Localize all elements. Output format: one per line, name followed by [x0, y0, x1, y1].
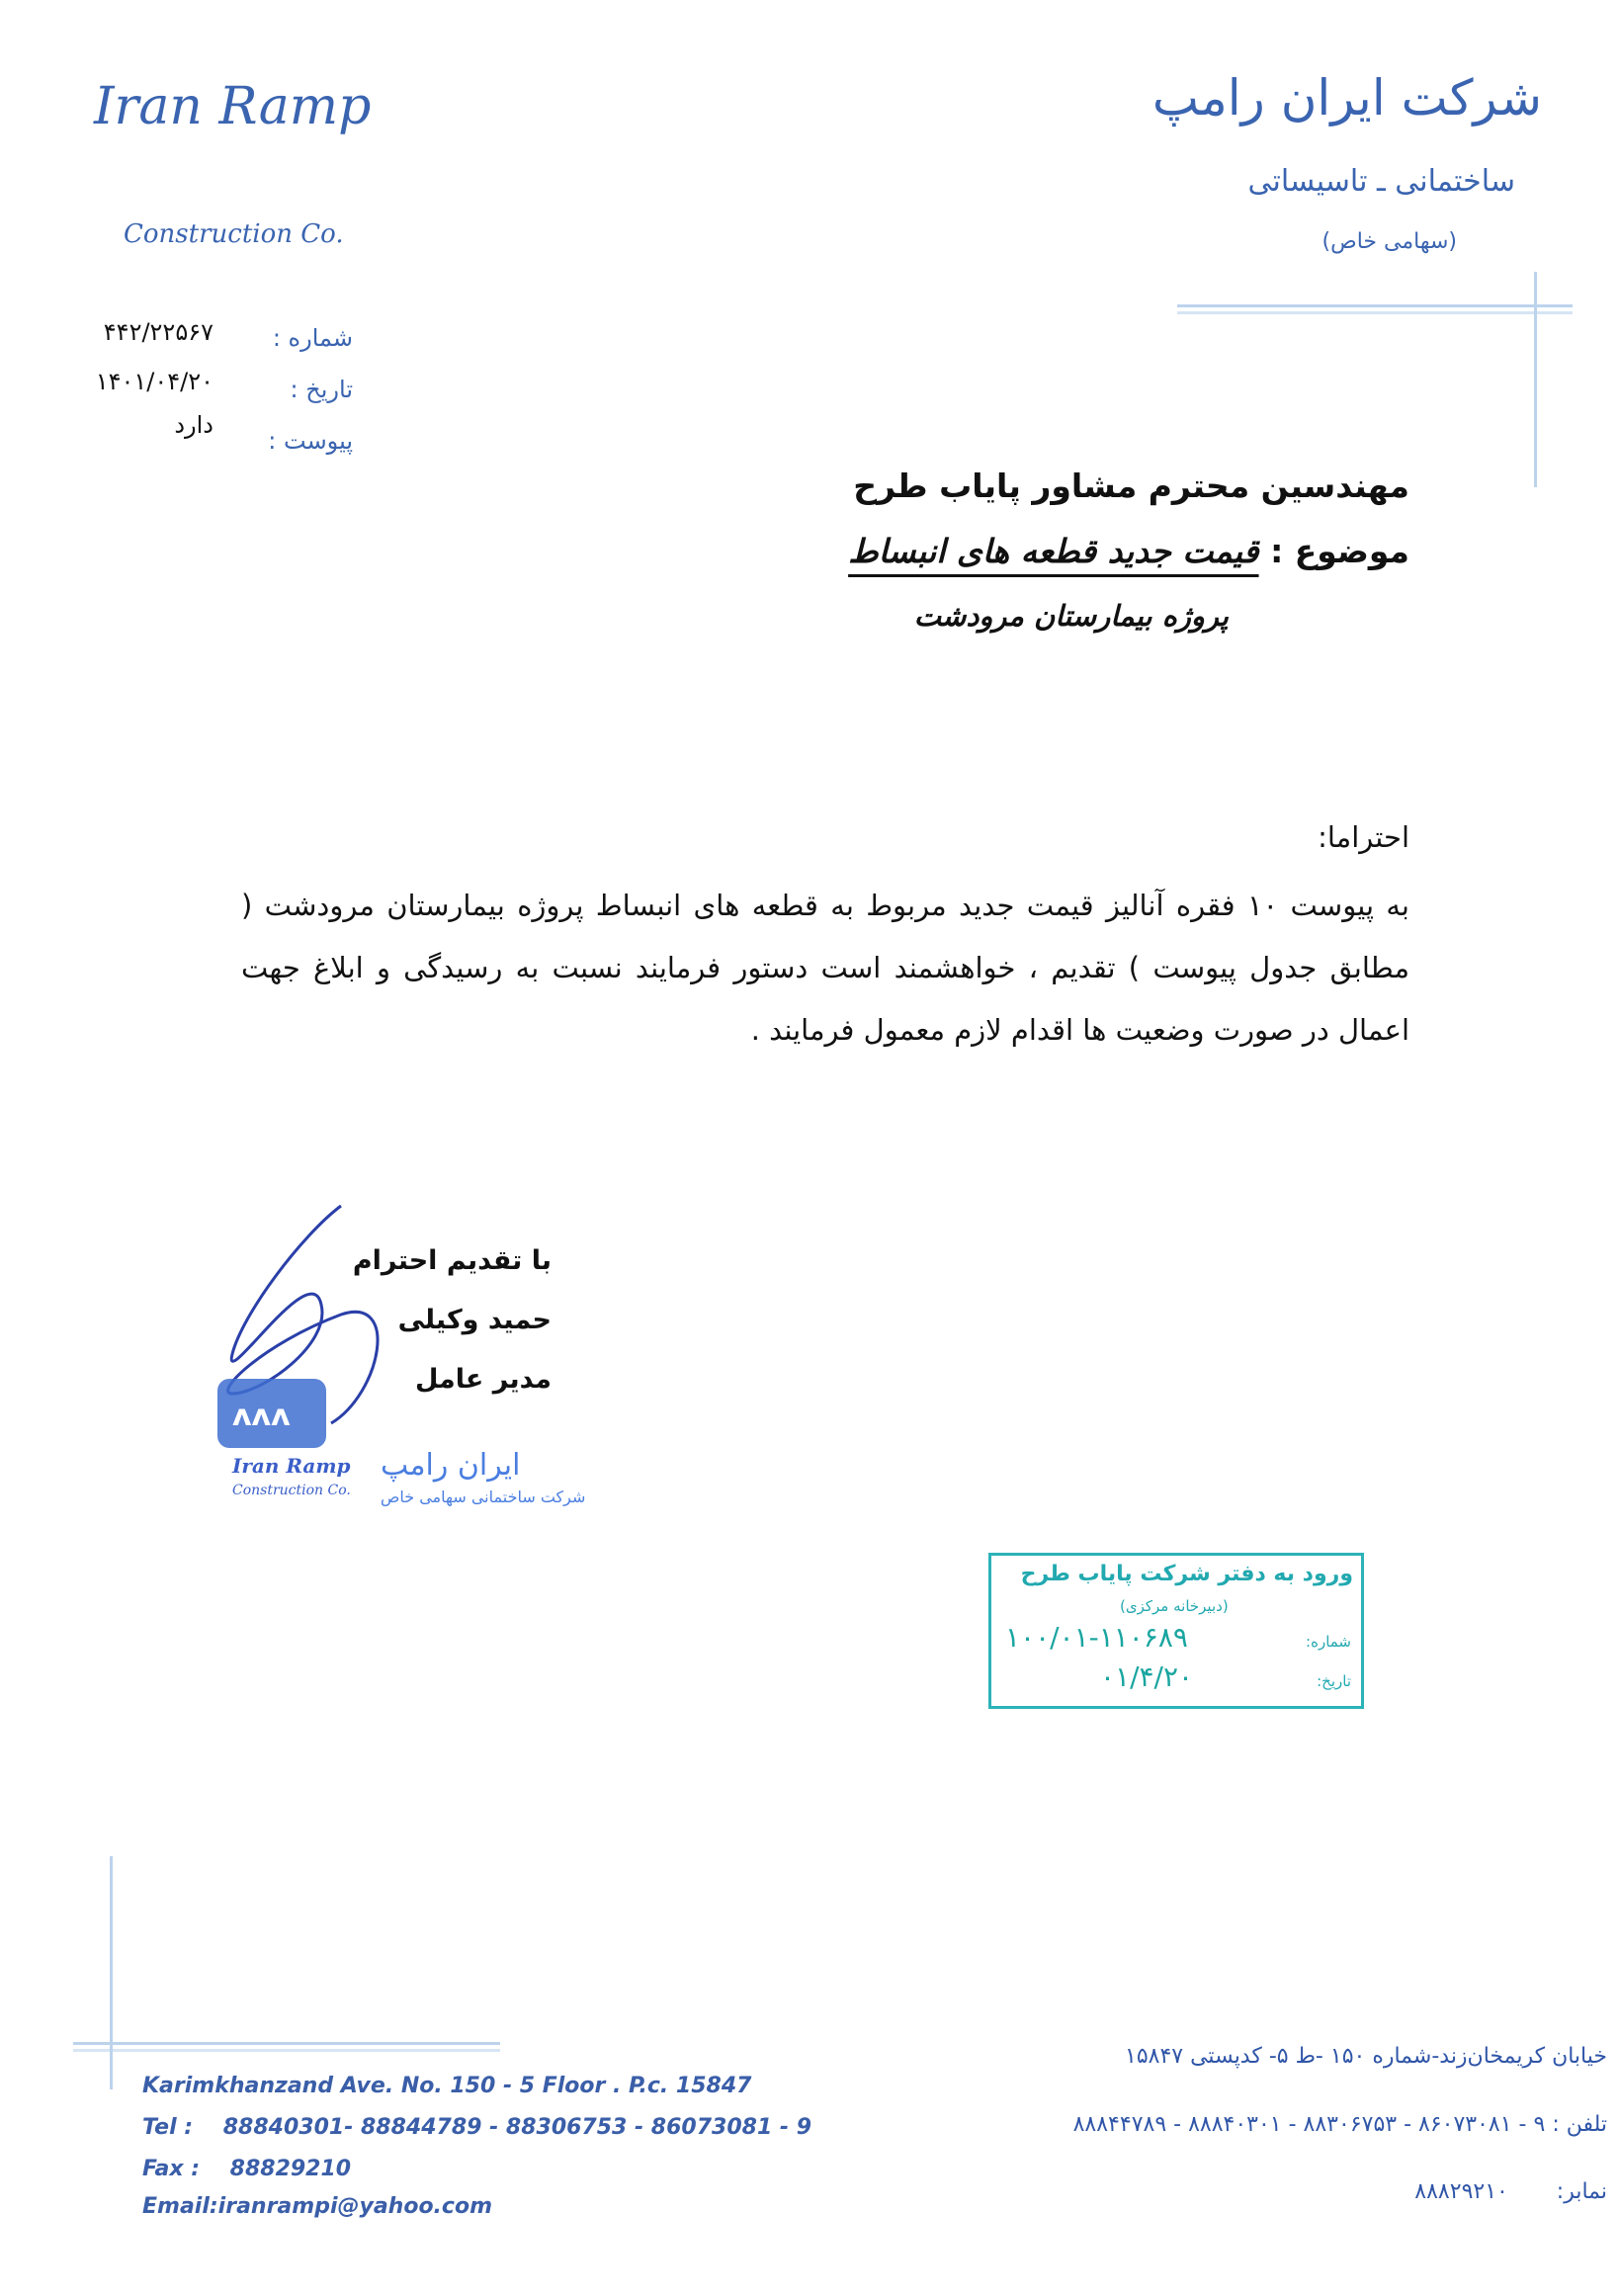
- stamp-date-value: ۰۱/۴/۲۰: [1100, 1660, 1194, 1693]
- tel-value-fa: ۹ - ۸۶۰۷۳۰۸۱ - ۸۸۳۰۶۷۵۳ - ۸۸۸۴۰۳۰۱ - ۸۸۸۴۴۷۸۹: [1072, 2112, 1546, 2137]
- attachment-value: دارد: [174, 411, 213, 439]
- seal-logo-mark: ʌʌʌ: [232, 1399, 291, 1433]
- number-label: شماره :: [272, 324, 353, 352]
- footer-tel-fa: [1073, 2112, 1607, 2137]
- date-value: ۱۴۰۱/۰۴/۲۰: [95, 368, 213, 395]
- stamp-number-label: شماره:: [1306, 1633, 1351, 1651]
- stamp-number-value: ۱۰۰/۰۱-۱۱۰۶۸۹: [1005, 1621, 1188, 1654]
- footer-fax-en: [142, 2157, 351, 2181]
- footer-address-en: Karimkhanzand Ave. No. 150 - 5 Floor . P.c. 15847: [142, 2074, 752, 2098]
- signature-and-seal: [203, 1196, 628, 1512]
- receipt-stamp: [988, 1553, 1364, 1709]
- tel-label: Tel :: [142, 2115, 194, 2140]
- footer-fax-fa: [1414, 2179, 1607, 2204]
- company-name-persian: شرکت ایران رامپ: [1151, 69, 1542, 127]
- seal-text-en: Iran Ramp: [232, 1454, 351, 1478]
- header-divider-horizontal-2: [1177, 311, 1573, 314]
- footer-tel-en: [142, 2115, 811, 2140]
- seal-text-fa: ایران رامپ: [381, 1448, 521, 1483]
- fax-value: 88829210: [229, 2157, 352, 2181]
- footer-divider-horizontal: [73, 2042, 500, 2045]
- closing-phrase: با تقدیم احترام: [352, 1245, 552, 1276]
- footer-email[interactable]: Email:iranrampi@yahoo.com: [142, 2194, 492, 2219]
- signer-name: حمید وکیلی: [397, 1305, 552, 1335]
- stamp-date-label: تاریخ:: [1317, 1672, 1351, 1690]
- footer-address-fa: خیابان کریمخان‌زند-شماره ۱۵۰ -ط ۵- کدپستی ۱۵۸۴۷: [1125, 2044, 1607, 2069]
- company-type-persian: ساختمانی ـ تاسیساتی: [1247, 164, 1515, 199]
- stamp-subtitle: (دبیرخانه مرکزی): [1120, 1597, 1229, 1615]
- subject-value: قیمت جدید قطعه های انبساط: [848, 532, 1259, 570]
- company-logo-english: Iran Ramp: [94, 77, 372, 136]
- attachment-label: پیوست :: [268, 427, 353, 455]
- recipient: مهندسین محترم مشاور پایاب طرح: [853, 467, 1409, 505]
- subject-label: موضوع :: [1270, 532, 1409, 570]
- tel-label-fa: تلفن :: [1552, 2112, 1607, 2137]
- date-label: تاریخ :: [290, 376, 353, 403]
- company-legal-form: (سهامی خاص): [1321, 229, 1457, 254]
- fax-value-fa: ۸۸۸۲۹۲۱۰: [1414, 2179, 1508, 2204]
- company-logo-subtitle: Construction Co.: [124, 219, 344, 249]
- fax-label: Fax :: [142, 2157, 200, 2181]
- project-name: پروژه بیمارستان مرودشت: [913, 599, 1229, 633]
- fax-label-fa: نمابر:: [1556, 2179, 1607, 2204]
- seal-text-en-sub: Construction Co.: [232, 1483, 351, 1498]
- footer-divider-horizontal-2: [73, 2049, 500, 2052]
- seal-text-fa-sub: شرکت ساختمانی سهامی خاص: [381, 1488, 586, 1506]
- subject-line: [848, 532, 1409, 570]
- number-value: ۴۴۲/۲۲۵۶۷: [103, 318, 213, 346]
- header-divider-vertical: [1534, 272, 1537, 487]
- letter-body: به پیوست ۱۰ فقره آنالیز قیمت جدید مربوط به قطعه های انبساط پروژه بیمارستان مرودشت ( مطابق جدول پیوست ) تقدیم ، خواهشمند است دستور فرمایند نسبت به رسیدگی و ابلاغ جهت اعمال در صورت وضعیت ها اقدام لازم معمول فرمایند .: [241, 889, 1409, 1047]
- footer-divider-vertical: [110, 1856, 113, 2089]
- stamp-title: ورود به دفتر شرکت پایاب طرح: [1020, 1562, 1353, 1586]
- signer-title: مدیر عامل: [414, 1364, 552, 1395]
- greeting: احتراما:: [1318, 820, 1409, 854]
- tel-value: 88840301- 88844789 - 88306753 - 86073081 - 9: [222, 2115, 812, 2140]
- header-divider-horizontal: [1177, 304, 1573, 307]
